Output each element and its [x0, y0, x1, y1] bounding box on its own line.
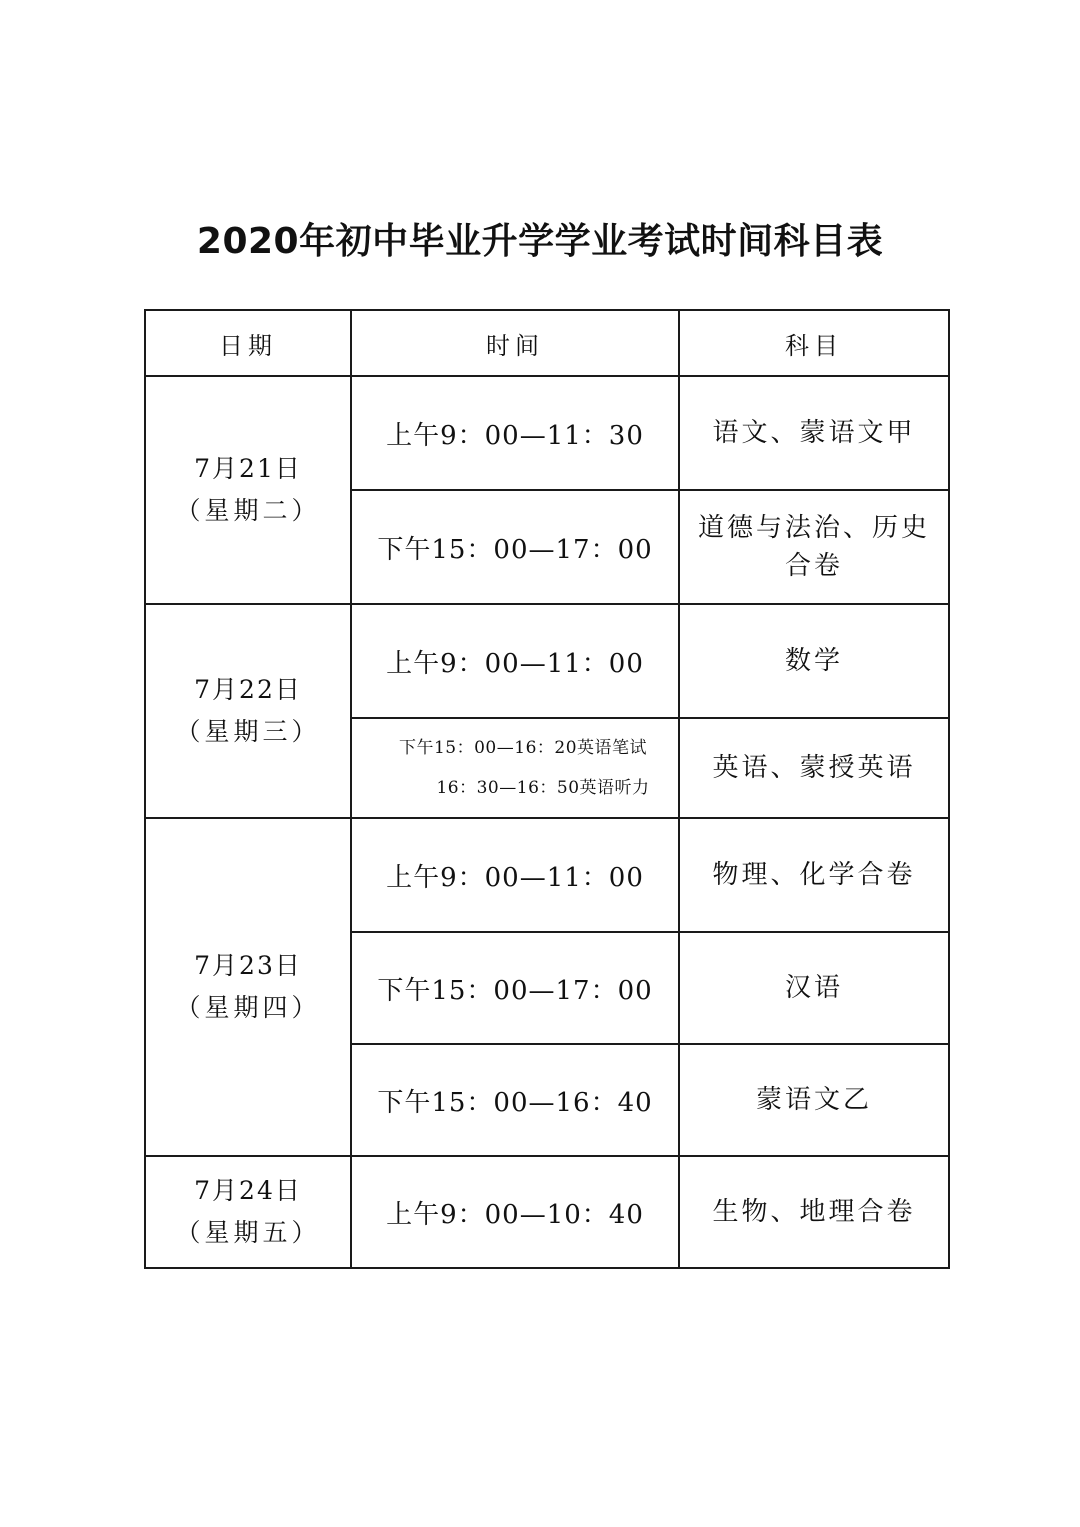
- table-row: [145, 818, 949, 932]
- time-cell: 下午15：00—16：40: [351, 1044, 679, 1156]
- date-cell: [145, 818, 351, 1156]
- subject-cell: 物理、化学合卷: [679, 818, 949, 932]
- exam-schedule-table: [144, 309, 950, 1269]
- page-title: 2020年初中毕业升学学业考试时间科目表: [196, 221, 884, 263]
- time-cell: 上午9：00—11：30: [351, 376, 679, 490]
- time-cell: 上午9：00—11：00: [351, 818, 679, 932]
- date-cell: [145, 1156, 351, 1268]
- date-text: 7月21日: [194, 454, 302, 483]
- time-cell: [351, 718, 679, 818]
- date-text: 7月22日: [194, 675, 302, 704]
- time-cell: 上午9：00—11：00: [351, 604, 679, 718]
- header-subject: 科目: [679, 310, 949, 376]
- table-header-row: [145, 310, 949, 376]
- subject-cell: 英语、蒙授英语: [679, 718, 949, 818]
- table-row: [145, 1156, 949, 1268]
- date-cell: [145, 376, 351, 604]
- time-cell: 上午9：00—10：40: [351, 1156, 679, 1268]
- header-time: 时间: [351, 310, 679, 376]
- table-row: [145, 604, 949, 718]
- time-line-listening: 16：30—16：50英语听力: [436, 778, 650, 798]
- header-date: 日期: [145, 310, 351, 376]
- weekday-text: （星期三）: [175, 717, 321, 746]
- subject-cell: 语文、蒙语文甲: [679, 376, 949, 490]
- subject-cell: 道德与法治、历史合卷: [679, 490, 949, 604]
- time-cell: 下午15：00—17：00: [351, 932, 679, 1044]
- weekday-text: （星期二）: [175, 496, 321, 525]
- date-cell: [145, 604, 351, 818]
- time-line-written: 下午15：00—16：20英语笔试: [398, 738, 648, 758]
- subject-cell: 蒙语文乙: [679, 1044, 949, 1156]
- date-text: 7月23日: [194, 951, 302, 980]
- table-row: [145, 376, 949, 490]
- weekday-text: （星期五）: [175, 1218, 321, 1247]
- date-text: 7月24日: [194, 1176, 302, 1205]
- weekday-text: （星期四）: [175, 993, 321, 1022]
- subject-cell: 汉语: [679, 932, 949, 1044]
- subject-cell: 生物、地理合卷: [679, 1156, 949, 1268]
- subject-cell: 数学: [679, 604, 949, 718]
- time-cell: 下午15：00—17：00: [351, 490, 679, 604]
